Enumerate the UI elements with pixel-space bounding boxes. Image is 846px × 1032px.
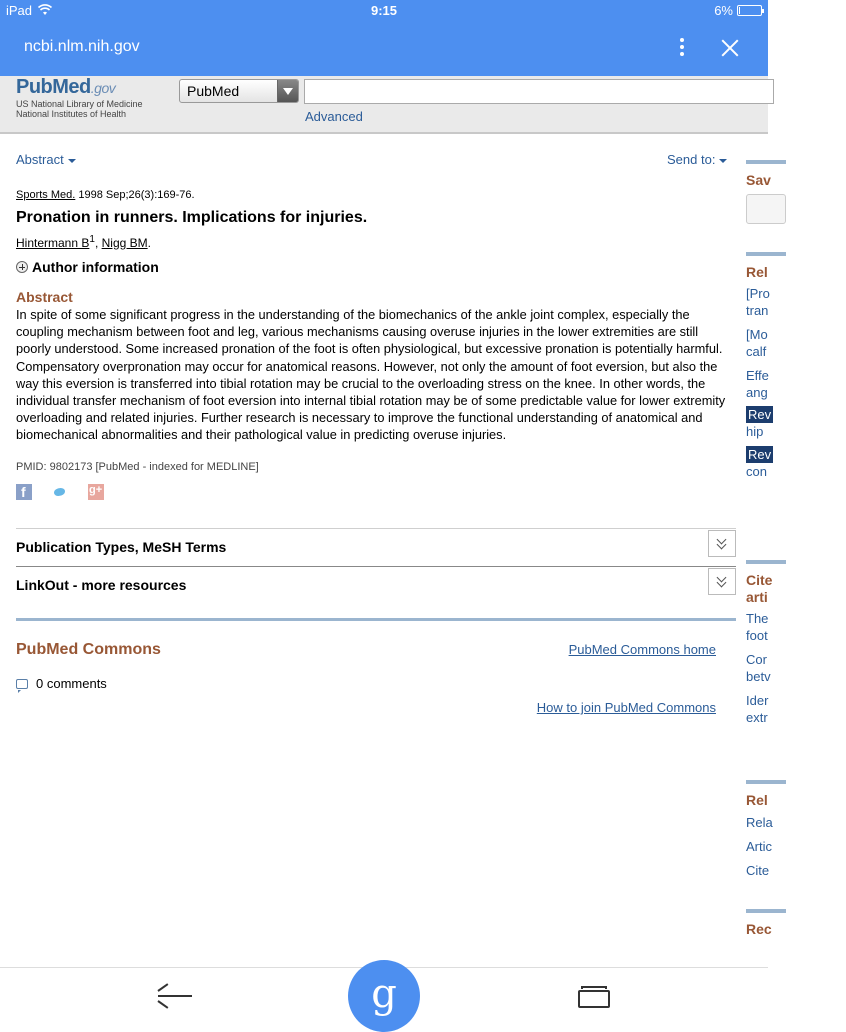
section-publication-types[interactable]	[16, 528, 736, 566]
related-item-line: calf	[746, 344, 767, 359]
related-item[interactable]: [Pro	[746, 286, 770, 301]
cited-item-line: foot	[746, 628, 768, 643]
related-info-item[interactable]: Rela	[746, 815, 773, 830]
twitter-icon[interactable]	[52, 484, 68, 500]
battery-icon	[737, 5, 762, 16]
logo-nih: National Institutes of Health	[16, 109, 127, 119]
citation-details: 1998 Sep;26(3):169-76.	[75, 189, 195, 201]
back-arrow-icon[interactable]	[156, 984, 192, 1008]
logo-main: PubMed	[16, 76, 91, 98]
section-linkout[interactable]	[16, 566, 736, 604]
battery-fill	[739, 7, 740, 14]
section-divider	[16, 618, 736, 621]
author-link[interactable]: Nigg BM	[101, 236, 148, 250]
overflow-menu-icon[interactable]	[672, 36, 692, 60]
related-item-line[interactable]: hip	[746, 424, 764, 439]
review-badge: Rev	[748, 447, 772, 462]
database-select[interactable]	[179, 79, 299, 103]
related-item[interactable]: [Mo	[746, 327, 768, 342]
expand-plus-icon	[16, 261, 28, 273]
bottom-navigation	[0, 967, 768, 1024]
cited-item-line: betv	[746, 669, 771, 684]
section-label: Publication Types, MeSH Terms	[16, 539, 227, 555]
cited-item[interactable]: Cor	[746, 652, 767, 667]
related-item[interactable]: Effe	[746, 368, 769, 383]
sidebar-divider	[746, 252, 786, 256]
battery-percent: 6%	[714, 3, 733, 18]
author-affiliation-sup: 1	[89, 234, 95, 245]
save-heading: Sav	[746, 172, 771, 188]
related-item-line: ang	[746, 385, 768, 400]
status-time: 9:15	[370, 3, 398, 18]
logo-suffix: .gov	[90, 80, 116, 96]
format-menu[interactable]	[16, 152, 76, 167]
status-bar	[0, 0, 768, 20]
journal-link[interactable]: Sports Med.	[16, 189, 76, 201]
device-name: iPad	[6, 3, 33, 18]
commons-title: PubMed Commons	[16, 641, 161, 658]
pubmed-logo[interactable]	[16, 76, 143, 119]
author-link[interactable]: Hintermann B	[16, 236, 90, 250]
citation	[16, 189, 195, 201]
database-select-value: PubMed	[187, 83, 240, 99]
double-chevron-down-icon[interactable]	[708, 530, 736, 557]
tabs-icon[interactable]	[578, 986, 610, 1008]
facebook-icon[interactable]	[16, 484, 32, 500]
right-sidebar	[746, 134, 846, 964]
cited-heading: Cite	[746, 572, 773, 588]
comments-label: 0 comments	[36, 676, 107, 691]
related-heading: Rel	[746, 264, 768, 280]
related-info-item[interactable]: Cite	[746, 863, 770, 878]
send-to-label: Send to:	[667, 152, 716, 167]
sidebar-divider	[746, 780, 786, 784]
abstract-heading: Abstract	[16, 289, 73, 305]
article-title: Pronation in runners. Implications for injuries.	[16, 209, 368, 226]
sidebar-divider	[746, 560, 786, 564]
caret-down-icon	[719, 159, 727, 163]
author-list: Hintermann $B^1$, Nigg BM.	[16, 234, 151, 250]
comments-count[interactable]	[16, 676, 107, 691]
format-label: Abstract	[16, 152, 64, 167]
related-info-heading: Rel	[746, 792, 768, 808]
save-items-button[interactable]	[746, 194, 786, 224]
double-chevron-down-icon[interactable]	[708, 568, 736, 595]
related-item-line: tran	[746, 303, 769, 318]
pmid-line: PMID: 9802173 [PubMed - indexed for MEDLINE]	[16, 461, 259, 473]
browser-toolbar	[0, 20, 768, 76]
search-input[interactable]	[304, 79, 774, 104]
comment-icon	[16, 679, 28, 689]
advanced-search-link[interactable]: Advanced	[305, 109, 363, 124]
related-info-item[interactable]: Artic	[746, 839, 772, 854]
sidebar-divider	[746, 909, 786, 913]
cited-item-line: extr	[746, 710, 768, 725]
close-icon[interactable]	[716, 34, 744, 62]
google-plus-icon[interactable]	[88, 484, 104, 500]
status-right	[714, 3, 762, 18]
send-to-menu[interactable]	[667, 152, 727, 167]
review-badge: Rev	[748, 407, 772, 422]
related-item-line[interactable]: con	[746, 464, 767, 479]
sidebar-divider	[746, 160, 786, 164]
url-display: ncbi.nlm.nih.gov	[24, 38, 140, 55]
google-search-button[interactable]: g	[348, 960, 420, 1032]
commons-home-link[interactable]: PubMed Commons home	[568, 642, 716, 657]
cited-heading-line: arti	[746, 589, 768, 605]
section-label: LinkOut - more resources	[16, 577, 187, 593]
join-commons-link[interactable]: How to join PubMed Commons	[536, 700, 716, 715]
author-info-label: Author information	[32, 259, 159, 275]
author-info-toggle[interactable]	[16, 259, 159, 275]
cited-item[interactable]: The	[746, 611, 769, 626]
recent-heading: Rec	[746, 921, 772, 937]
chevron-down-icon	[277, 80, 298, 102]
cited-item[interactable]: Ider	[746, 693, 769, 708]
pubmed-header	[0, 76, 768, 134]
caret-down-icon	[68, 159, 76, 163]
logo-nlm: US National Library of Medicine	[16, 99, 143, 109]
share-buttons	[16, 484, 104, 500]
abstract-text: In spite of some significant progress in the understanding of the biomechanics of the ankle joint complex, especially the coupling mechanism between foot and leg, various mechanisms causing overuse injuries in the lower extremities are still poorly understood. Some increased pronation of the foot is often physiological, but excessive pronation is potentially harmful. Compensatory overpronation may occur for anatomical reasons. However, not only the amount of foot eversion, but also the way this eversion is transferred into tibial rotation may be crucial to the overloading stress on the knee. In other words, the individual transfer mechanism of foot eversion into internal tibial rotation may be of some predictable value for lower extremity overloading and related injuries. Further research is necessary to improve the functional understanding of anatomical and biomechanical abnormalities and their pathological value in predicting overuse injuries.	[16, 307, 726, 443]
